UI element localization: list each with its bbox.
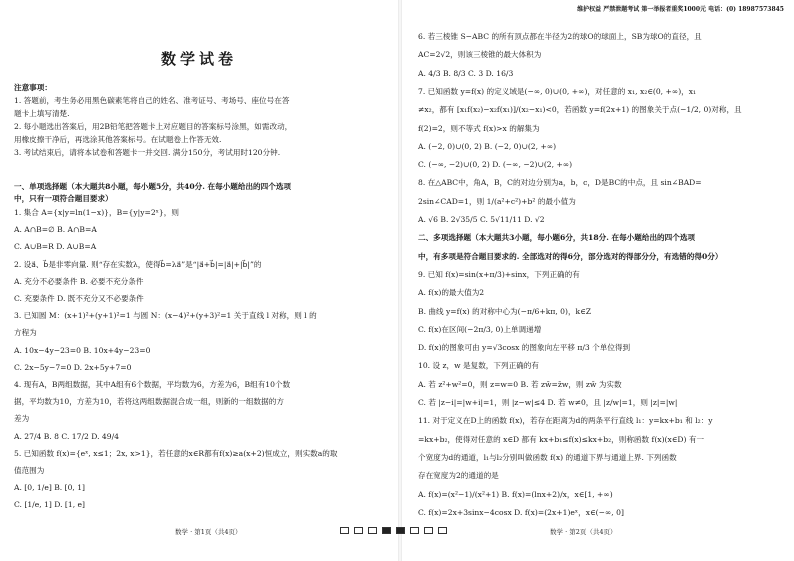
question-line: C. 若 |z−i|=|w+i|=1，则 |z−w|≤4 D. 若 w≠0，且 |z/w|=1，则 |z|=|w| [418,398,678,407]
question-line: 中，有多项是符合题目要求的. 全部选对的得6分，部分选对的得部分分，有选错的得0分） [418,251,723,261]
question-line: 2sin∠CAD=1，则 1/(a²+c²)+b² 的最小值为 [418,196,576,206]
question-line: 10. 设 z，w 是复数，下列正确的有 [418,361,539,371]
question-line: A. 4/3 B. 8/3 C. 3 D. 16/3 [418,68,514,78]
question-line: 4. 现有A，B两组数据，其中A组有6个数据，平均数为6，方差为6，B组有10个数 [14,380,291,389]
question-line: D. f(x)的图象可由 y=√3cosx 的图象向左平移 π/3 个单位得到 [418,343,631,353]
header-strip: 维护权益 严禁泄题考试 第一举报者重奖1000元 电话：(0) 18987573845 [577,6,784,13]
page-title: 数学试卷 [160,50,237,68]
question-line: 11. 对于定义在D上的函数 f(x)，若存在距离为d的两条平行直线 l₁：y=kx+b₁ 和 l₂：y [418,416,713,426]
notes-heading: 注意事项： [14,83,52,92]
question-line: ≠x₂，都有 [x₁f(x₂)−x₂f(x₁)]/(x₂−x₁)<0，若函数 y=f(2x+1) 的图象关于点(−1/2, 0)对称，且 [418,105,742,115]
question-line: A. 27/4 B. 8 C. 17/2 D. 49/4 [14,431,119,441]
note-line: 2. 每小题选出答案后，用2B铅笔把答题卡上对应题目的答案标号涂黑，如需改动， [14,122,293,131]
question-line: f(2)=2，则不等式 f(x)>x 的解集为 [418,123,540,133]
question-line: B. 曲线 y=f(x) 的对称中心为(−π/6+kπ, 0)，k∈Z [418,306,592,316]
question-line: A. 充分不必要条件 B. 必要不充分条件 [14,276,144,286]
question-line: 存在宽度为2的通道的是 [418,471,499,481]
question-line: 5. 已知函数 f(x)={eˣ, x≤1；2x, x>1}，若任意的x∈R都有f(x)≥a(x+2)恒成立，则实数a的取 [14,448,338,458]
question-line: A. [0, 1/e] B. [0, 1] [14,483,86,493]
note-line: 用橡皮擦干净后，再选涂其他答案标号。在试题卷上作答无效. [14,135,222,144]
section-heading: 中，只有一项符合题目要求） [14,194,113,203]
question-line: C. f(x)=2x+3sinx−4cosx D. f(x)=(2x+1)eˣ，x∈(−∞, 0] [418,507,624,517]
question-line: 6. 若三棱锥 S−ABC 的所有顶点都在半径为2的球O的球面上，SB为球O的直径，且 [418,32,702,41]
question-line: A. 若 z²+w²=0，则 z=w=0 B. 若 zw̄=z̄w，则 zw̄ 为实数 [418,379,622,389]
question-line: A. √6 B. 2√35/5 C. 5√11/11 D. √2 [418,215,545,224]
scan-marks [340,527,447,534]
question-line: 9. 已知 f(x)=sin(x+π/3)+sinx，下列正确的有 [418,269,580,279]
exam-page-2 [402,0,794,561]
question-line: 据，平均数为10，方差为10，若将这两组数据混合成一组，则新的一组数据的方 [14,397,284,407]
question-line: AC=2√2，则该三棱锥的最大体积为 [418,50,542,60]
question-line: A. A∩B=∅ B. A∩B=A [14,225,97,235]
question-line: 2. 设a⃗、b⃗是非零向量. 则“存在实数λ，使得b⃗=λa⃗”是“|a⃗+b⃗|=|a⃗|+|b⃗|”的 [14,259,262,269]
section-heading: 一、单项选择题（本大题共8小题，每小题5分，共40分. 在每小题给出的四个选项 [14,182,292,191]
question-line: C. 2x−5y−7=0 D. 2x+5y+7=0 [14,362,132,372]
question-line: A. f(x)的最大值为2 [418,288,485,298]
page-footer: 数学 · 第1页（共4页） [175,528,242,536]
question-line: C. A∪B=R D. A∪B=A [14,242,97,252]
question-line: C. (−∞, −2)∪(0, 2) D. (−∞, −2)∪(2, +∞) [418,160,573,170]
question-line: 3. 已知圆 M：(x+1)²+(y+1)²=1 与圆 N：(x−4)²+(y+3)²=1 关于直线 l 对称，则 l 的 [14,311,317,321]
question-line: 7. 已知函数 y=f(x) 的定义域是(−∞, 0)∪(0, +∞)，对任意的 x₁, x₂∈(0, +∞)，x₁ [418,86,697,96]
question-line: C. f(x)在区间(−2π/3, 0)上单调递增 [418,324,542,334]
question-line: 个宽度为d的通道，l₁与l₂分别叫做函数 f(x) 的通道下界与通道上界. 下列函数 [418,452,677,462]
question-line: A. (−2, 0)∪(0, 2) B. (−2, 0)∪(2, +∞) [418,141,557,151]
question-line: 差为 [14,414,30,424]
question-line: C. [1/e, 1] D. [1, e] [14,500,85,510]
question-line: C. 充要条件 D. 既不充分又不必要条件 [14,294,144,303]
note-line: 1. 答题前，考生务必用黑色碳素笔将自己的姓名、准考证号、考场号、座位号在答 [14,96,290,105]
question-line: 方程为 [14,328,37,338]
page-footer: 数学 · 第2页（共4页） [550,528,617,536]
question-line: 值范围为 [14,466,45,475]
question-line: A. 10x−4y−23=0 B. 10x+4y−23=0 [14,345,151,355]
question-line: 二、多项选择题（本大题共3小题，每小题6分，共18分. 在每小题给出的四个选项 [418,233,696,243]
question-line: 1. 集合 A={x|y=ln(1−x)}，B={y|y=2ˣ}，则 [14,208,179,217]
note-line: 题卡上填写清楚. [14,109,70,118]
question-line: A. f(x)=(x²−1)/(x²+1) B. f(x)=(lnx+2)/x，x∈[1, +∞) [418,489,613,499]
question-line: =kx+b₂，使得对任意的 x∈D 都有 kx+b₁≤f(x)≤kx+b₂，则称函数 f(x)(x∈D) 有一 [418,434,705,444]
note-line: 3. 考试结束后，请将本试卷和答题卡一并交回. 满分150分，考试用时120分钟. [14,148,281,157]
question-line: 8. 在△ABC中，角A，B，C的对边分别为a，b，c，D是BC的中点，且 sin∠BAD= [418,178,702,188]
